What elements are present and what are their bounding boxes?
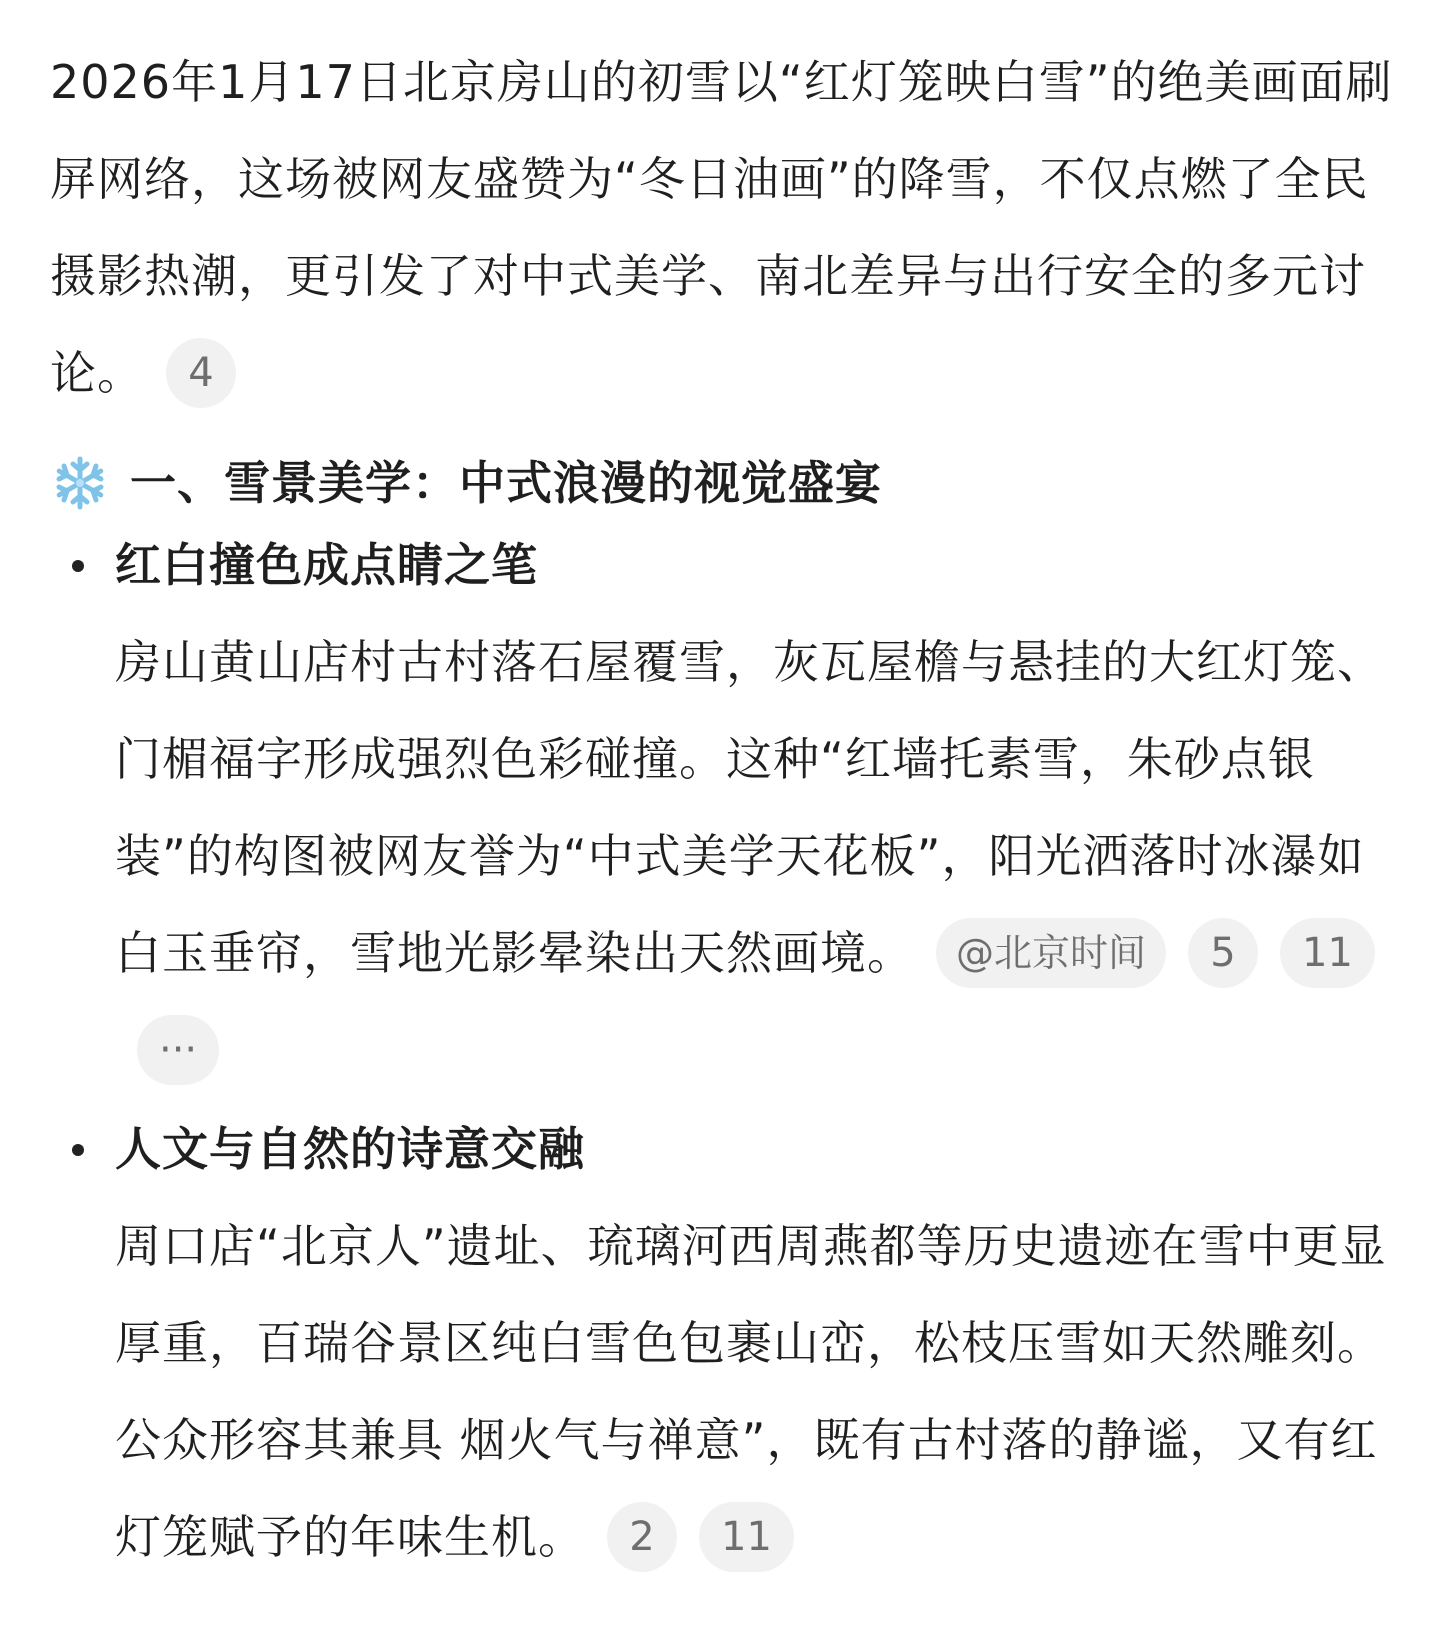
bullet-title: 人文与自然的诗意交融: [115, 1122, 585, 1176]
citation-badge[interactable]: 11: [1280, 918, 1375, 988]
source-chip[interactable]: @北京时间: [936, 918, 1166, 988]
bullet-body-text: 周口店“北京人”遗址、琉璃河西周燕都等历史遗迹在雪中更显厚重，百瑞谷景区纯白雪色包裹山峦，松枝压雪如天然雕刻。公众形容其兼具 烟火气与禅意”，既有古村落的静谧，又有红灯笼赋予的年味生机。: [115, 1219, 1387, 1564]
section-heading-text: 一、雪景美学：中式浪漫的视觉盛宴: [130, 456, 882, 510]
snowflake-icon: [52, 455, 108, 511]
bullet-title: 红白撞色成点睛之笔: [115, 538, 538, 592]
bullet-body: [115, 1198, 1405, 1586]
bullet-dot: [72, 1144, 84, 1156]
more-citations-button[interactable]: ···: [137, 1015, 219, 1085]
citation-badge[interactable]: 5: [1188, 918, 1258, 988]
citation-badge[interactable]: 11: [699, 1502, 794, 1572]
intro-text: 2026年1月17日北京房山的初雪以“红灯笼映白雪”的绝美画面刷屏网络，这场被网友盛赞为“冬日油画”的降雪，不仅点燃了全民摄影热潮，更引发了对中式美学、南北差异与出行安全的多元讨论。: [50, 55, 1393, 400]
intro-paragraph: [50, 34, 1400, 422]
bullet-dot: [72, 560, 84, 572]
citation-badge[interactable]: 2: [607, 1502, 677, 1572]
citation-badge[interactable]: 4: [166, 338, 236, 408]
bullet-body: [115, 614, 1405, 1099]
bullet-body-text: 房山黄山店村古村落石屋覆雪，灰瓦屋檐与悬挂的大红灯笼、门楣福字形成强烈色彩碰撞。这种“红墙托素雪，朱砂点银装”的构图被网友誉为“中式美学天花板”，阳光洒落时冰瀑如白玉垂帘，雪地光影晕染出天然画境。: [115, 635, 1384, 980]
section-heading: [52, 448, 882, 518]
